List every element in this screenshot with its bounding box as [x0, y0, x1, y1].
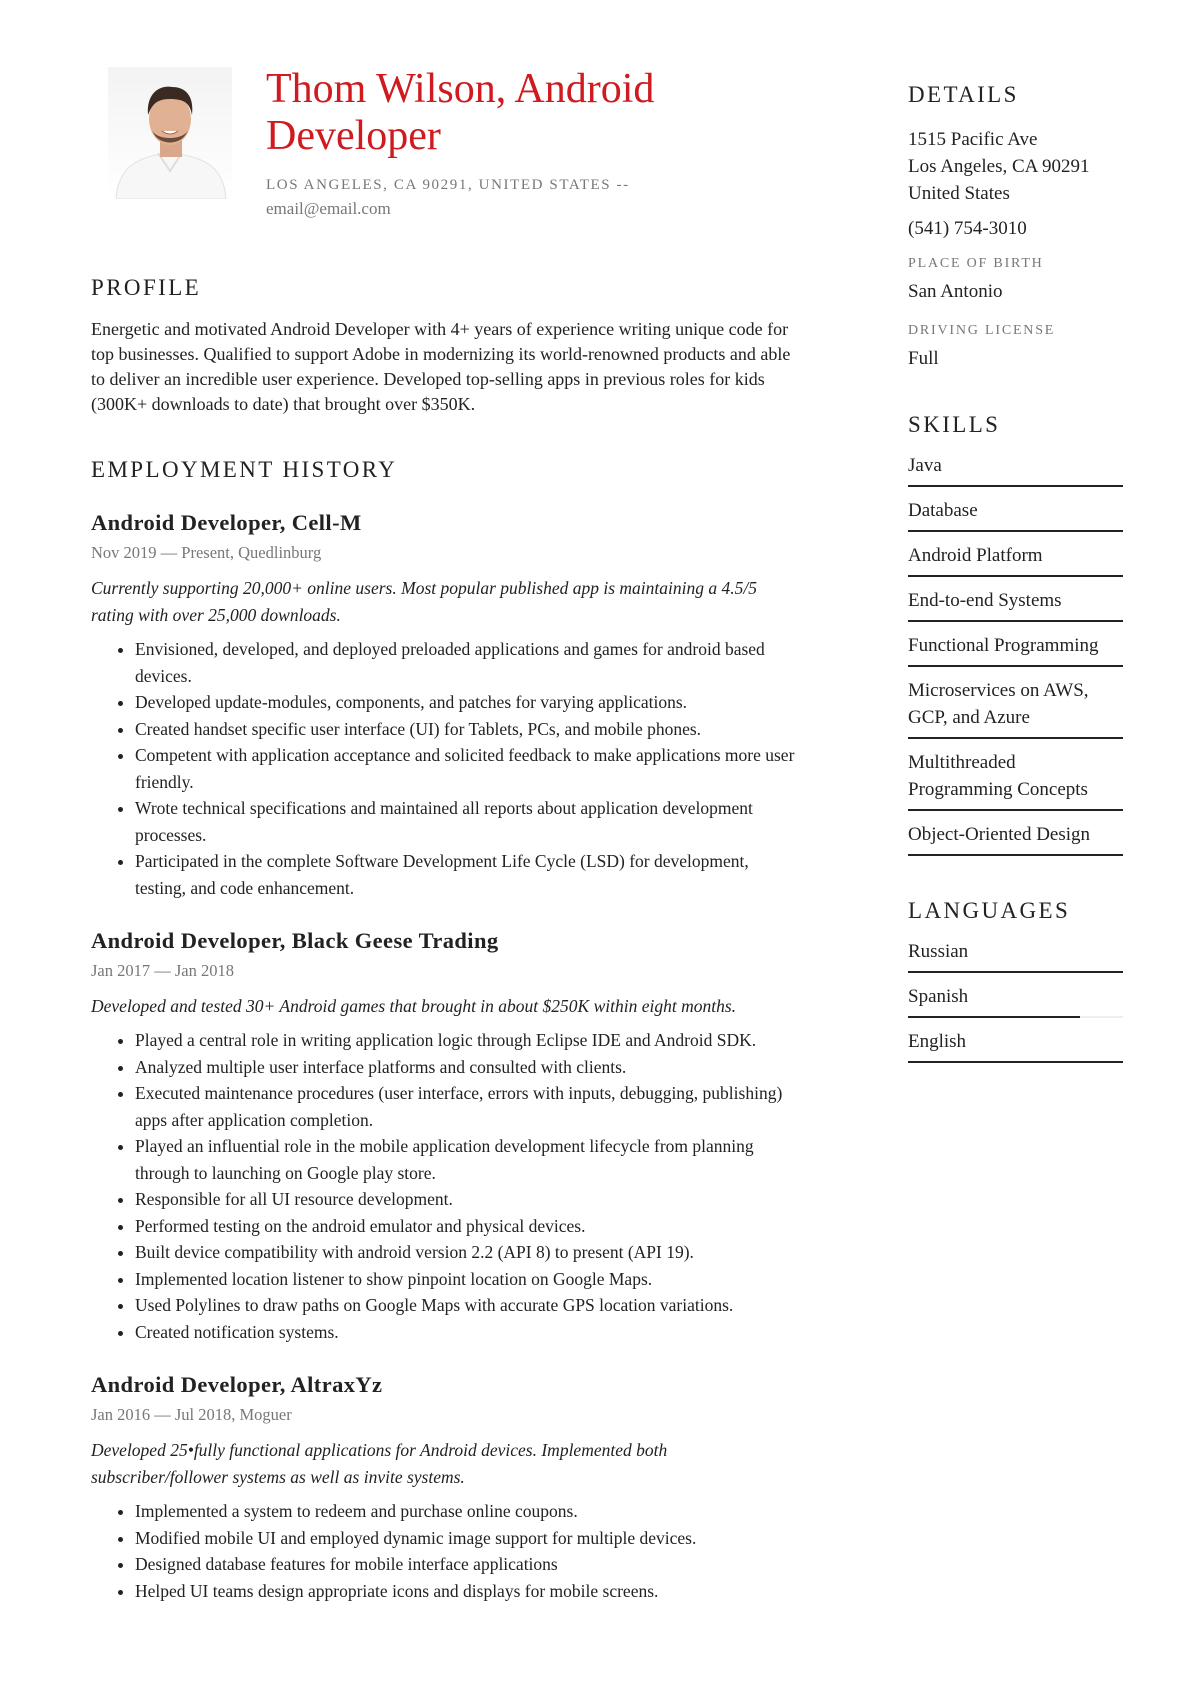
languages-heading: LANGUAGES — [908, 898, 1071, 923]
job-bullet: • Envisioned, developed, and deployed preloaded applications and games for android based devices. — [135, 636, 803, 689]
job-entry — [91, 1371, 803, 1604]
skill-item — [908, 532, 1123, 575]
skill-item-level-fill — [908, 854, 1123, 856]
job-bullet: • Modified mobile UI and employed dynamic image support for multiple devices. — [135, 1525, 803, 1552]
language-item-level-fill — [908, 1061, 1123, 1063]
driving-license: Full — [908, 348, 939, 369]
job-bullet: • Designed database features for mobile interface applications — [135, 1551, 803, 1578]
skill-item-level-bar — [908, 854, 1123, 856]
place-of-birth: San Antonio — [908, 281, 1003, 302]
header-email[interactable]: email@email.com — [266, 199, 391, 218]
language-item — [908, 1018, 1123, 1061]
main-column — [91, 275, 803, 1604]
address-line: 1515 Pacific Ave — [908, 129, 1038, 150]
job-bullet: • Built device compatibility with android version 2.2 (API 8) to present (API 19). — [135, 1239, 803, 1266]
skill-item-label: Multithreaded Programming Concepts — [908, 752, 1088, 800]
profile-heading: PROFILE — [91, 275, 202, 300]
phone: (541) 754-3010 — [908, 218, 1027, 239]
job-date: Nov 2019 — Present, Quedlinburg — [91, 543, 322, 562]
job-list — [91, 509, 803, 1604]
job-summary: Currently supporting 20,000+ online users. Most popular published app is maintaining a 4.5/5 rating with over 25,000 downloads. — [91, 578, 757, 625]
profile-photo — [108, 67, 232, 199]
skill-item — [908, 622, 1123, 665]
job-title: Android Developer, Cell-M — [91, 510, 362, 535]
job-date: Jan 2017 — Jan 2018 — [91, 961, 234, 980]
skill-item-label: Java — [908, 455, 942, 476]
sidebar — [908, 82, 1123, 1063]
skill-item-label: Object-Oriented Design — [908, 824, 1091, 845]
language-item — [908, 973, 1123, 1016]
skill-item — [908, 577, 1123, 620]
language-item — [908, 928, 1123, 971]
job-bullets — [91, 1027, 803, 1345]
job-bullet: • Competent with application acceptance and solicited feedback to make applications more user friendly. — [135, 742, 803, 795]
place-of-birth-label: PLACE OF BIRTH — [908, 256, 1044, 271]
skill-item-label: End-to-end Systems — [908, 590, 1062, 611]
driving-license-label: DRIVING LICENSE — [908, 323, 1056, 338]
address-line: United States — [908, 183, 1010, 204]
job-bullets — [91, 636, 803, 901]
job-entry — [91, 509, 803, 901]
job-bullet: • Played a central role in writing application logic through Eclipse IDE and Android SDK. — [135, 1027, 803, 1054]
language-item-level-bar — [908, 1061, 1123, 1063]
skill-item-label: Functional Programming — [908, 635, 1099, 656]
language-item-label: English — [908, 1031, 967, 1052]
job-entry — [91, 927, 803, 1345]
skill-item-label: Android Platform — [908, 545, 1043, 566]
job-bullet: • Implemented location listener to show pinpoint location on Google Maps. — [135, 1266, 803, 1293]
job-bullet: • Wrote technical specifications and maintained all reports about application development processes. — [135, 795, 803, 848]
profile-text: Energetic and motivated Android Developer with 4+ years of experience writing unique code for top businesses. Qualified to support Adobe in modernizing its world-renowned products and able to deliver an incredible user experience. Developed top-selling apps in previous roles for kids (300K+ downloads to date) that brought over $350K. — [91, 319, 791, 414]
job-summary: Developed and tested 30+ Android games that brought in about $250K within eight months. — [91, 996, 737, 1016]
skill-item — [908, 442, 1123, 485]
language-item-label: Spanish — [908, 986, 969, 1007]
candidate-name: Thom Wilson, Android Developer — [266, 66, 655, 159]
skills-heading: SKILLS — [908, 412, 1001, 437]
language-item-label: Russian — [908, 941, 969, 962]
skill-item-label: Database — [908, 500, 978, 521]
skill-item — [908, 811, 1123, 854]
header-address: LOS ANGELES, CA 90291, UNITED STATES -- — [266, 177, 630, 193]
job-bullet: • Used Polylines to draw paths on Google Maps with accurate GPS location variations. — [135, 1292, 803, 1319]
skill-item — [908, 667, 1123, 737]
job-date: Jan 2016 — Jul 2018, Moguer — [91, 1405, 292, 1424]
skills-list — [908, 442, 1123, 856]
job-title: Android Developer, AltraxYz — [91, 1372, 383, 1397]
job-bullets — [91, 1498, 803, 1604]
job-bullet: • Played an influential role in the mobile application development lifecycle from planning through to launching on Google play store. — [135, 1133, 803, 1186]
skill-item — [908, 487, 1123, 530]
job-bullet: • Responsible for all UI resource development. — [135, 1186, 803, 1213]
job-bullet: • Participated in the complete Software Development Life Cycle (LSD) for development, testing, and code enhancement. — [135, 848, 803, 901]
skill-item-label: Microservices on AWS, GCP, and Azure — [908, 680, 1089, 728]
job-bullet: • Performed testing on the android emulator and physical devices. — [135, 1213, 803, 1240]
job-bullet: • Created notification systems. — [135, 1319, 803, 1346]
job-bullet: • Implemented a system to redeem and purchase online coupons. — [135, 1498, 803, 1525]
job-bullet: • Developed update-modules, components, and patches for varying applications. — [135, 689, 803, 716]
details-heading: DETAILS — [908, 82, 1019, 107]
job-bullet: • Helped UI teams design appropriate icons and displays for mobile screens. — [135, 1578, 803, 1605]
address-line: Los Angeles, CA 90291 — [908, 156, 1090, 177]
job-bullet: • Analyzed multiple user interface platforms and consulted with clients. — [135, 1054, 803, 1081]
job-summary: Developed 25•fully functional applications for Android devices. Implemented both subscriber/follower systems as well as invite systems. — [91, 1440, 668, 1487]
job-bullet: • Created handset specific user interface (UI) for Tablets, PCs, and mobile phones. — [135, 716, 803, 743]
job-bullet: • Executed maintenance procedures (user interface, errors with inputs, debugging, publishing) apps after application completion. — [135, 1080, 803, 1133]
employment-heading: EMPLOYMENT HISTORY — [91, 457, 398, 482]
languages-list — [908, 928, 1123, 1063]
job-title: Android Developer, Black Geese Trading — [91, 928, 499, 953]
skill-item — [908, 739, 1123, 809]
